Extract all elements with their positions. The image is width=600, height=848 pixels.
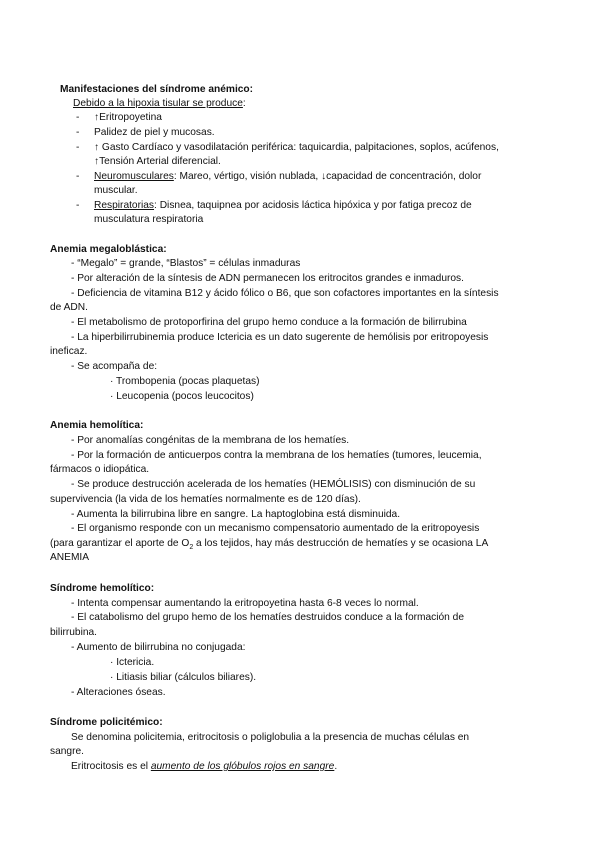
bullet-dash: - — [76, 171, 80, 182]
sub-list-item: · Litiasis biliar (cálculos biliares). — [110, 672, 257, 683]
list-item: - Se acompaña de: — [71, 361, 158, 372]
list-item: - Alteraciones óseas. — [71, 687, 166, 698]
bullet-dash: - — [76, 200, 80, 211]
list-item: Neuromusculares: Mareo, vértigo, visión nublada, ↓capacidad de concentración, dolor — [94, 171, 482, 182]
list-item-continuation: bilirrubina. — [50, 627, 97, 638]
list-item: - El organismo responde con un mecanismo compensatorio aumentado de la eritropoyesis — [71, 523, 480, 534]
hipoxia-intro: Debido a la hipoxia tisular se produce: — [73, 98, 246, 109]
list-item: - Se produce destrucción acelerada de los hematíes (HEMÓLISIS) con disminución de su — [71, 479, 476, 490]
list-item: - Por alteración de la síntesis de ADN permanecen los eritrocitos grandes e inmaduros. — [71, 273, 464, 284]
list-item: Palidez de piel y mucosas. — [94, 127, 215, 138]
list-item-continuation: fármacos o idiopática. — [50, 464, 150, 475]
section-title-anemia-megaloblastica: Anemia megaloblástica: — [50, 244, 167, 255]
list-item: ↑Eritropoyetina — [94, 112, 162, 123]
list-item-continuation: musculatura respiratoria — [94, 214, 204, 225]
list-item-continuation: ANEMIA — [50, 552, 90, 563]
list-item: - Aumento de bilirrubina no conjugada: — [71, 642, 246, 653]
sub-list-item: · Leucopenia (pocos leucocitos) — [110, 391, 254, 402]
list-item: - Aumenta la bilirrubina libre en sangre. La haptoglobina está disminuida. — [71, 509, 401, 520]
list-item-continuation: ↑Tensión Arterial diferencial. — [94, 156, 221, 167]
list-item: ↑ Gasto Cardíaco y vasodilatación periférica: taquicardia, palpitaciones, soplos, acúfenos, — [94, 142, 499, 153]
list-item: - El catabolismo del grupo hemo de los hematíes destruidos conduce a la formación de — [71, 612, 465, 623]
paragraph-line: Se denomina policitemia, eritrocitosis o poliglobulia a la presencia de muchas células en — [71, 732, 470, 743]
list-item: - Por la formación de anticuerpos contra la membrana de los hematíes (tumores, leucemia, — [71, 450, 482, 461]
list-item-continuation: supervivencia (la vida de los hematíes normalmente es de 120 días). — [50, 494, 361, 505]
bullet-dash: - — [76, 112, 80, 123]
list-item-continuation: ineficaz. — [50, 346, 88, 357]
list-item-continuation: (para garantizar el aporte de $O_2$ a los tejidos, hay más destrucción de hematíes y se ocasiona LA — [50, 538, 489, 552]
list-item: - Intenta compensar aumentando la eritropoyetina hasta 6-8 veces lo normal. — [71, 598, 419, 609]
sub-list-item: · Ictericia. — [110, 657, 155, 668]
list-item: - El metabolismo de protoporfirina del grupo hemo conduce a la formación de bilirrubina — [71, 317, 467, 328]
list-item: - Por anomalías congénitas de la membrana de los hematíes. — [71, 435, 350, 446]
list-item-continuation: de ADN. — [50, 302, 88, 313]
list-item-continuation: muscular. — [94, 185, 138, 196]
section-title-sindrome-hemolitico: Síndrome hemolítico: — [50, 583, 155, 594]
bullet-dash: - — [76, 127, 80, 138]
list-item: - La hiperbilirrubinemia produce Ictericia es un dato sugerente de hemólisis por eritropoyesis — [71, 332, 489, 343]
list-item: - Deficiencia de vitamina B12 y ácido fólico o B6, que son cofactores importantes en la síntesis — [71, 288, 499, 299]
list-item: Respiratorias: Disnea, taquipnea por acidosis láctica hipóxica y por fatiga precoz de — [94, 200, 472, 211]
list-item: - “Megalo” = grande, “Blastos” = células inmaduras — [71, 258, 301, 269]
sub-list-item: · Trombopenia (pocas plaquetas) — [110, 376, 260, 387]
paragraph-line: sangre. — [50, 746, 84, 757]
paragraph-line: Eritrocitosis es el aumento de los glóbulos rojos en sangre. — [71, 761, 338, 772]
section-title-anemia-hemolitica: Anemia hemolítica: — [50, 420, 144, 431]
section-title-sindrome-anemico: Manifestaciones del síndrome anémico: — [60, 84, 254, 95]
section-title-sindrome-policitemico: Síndrome policitémico: — [50, 717, 163, 728]
bullet-dash: - — [76, 142, 80, 153]
